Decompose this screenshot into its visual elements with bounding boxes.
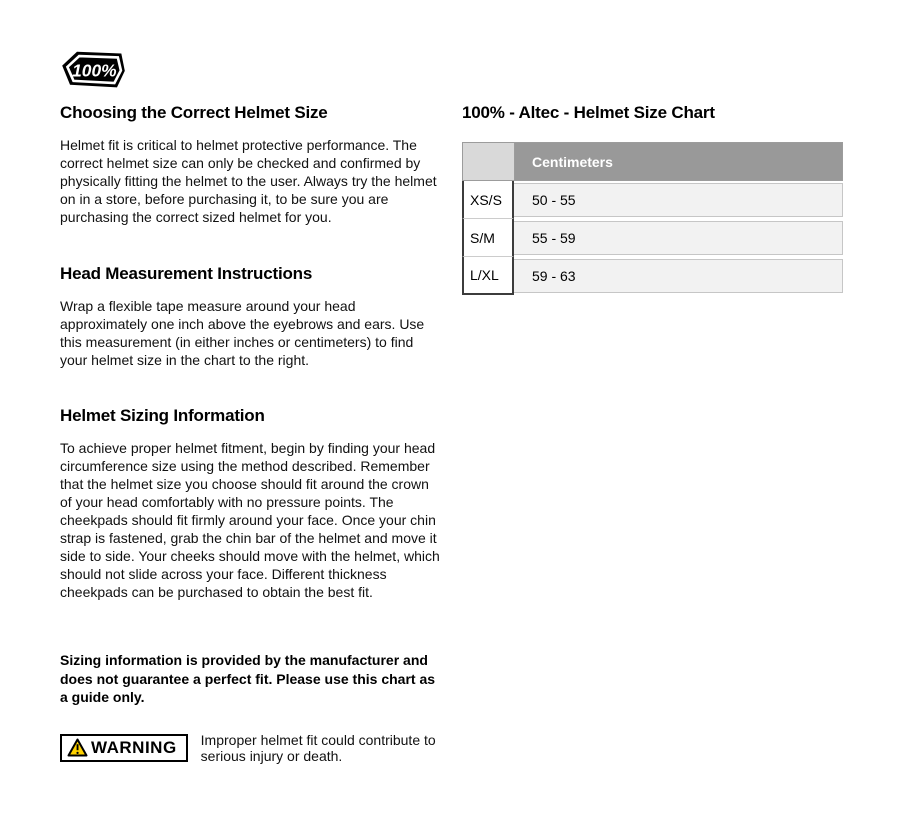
table-row-size-s-m: S/M [462, 219, 514, 257]
section-heading-choosing-size: Choosing the Correct Helmet Size [60, 103, 328, 122]
brand-logo-100percent [60, 50, 127, 95]
table-row-size-xs-s: XS/S [462, 181, 514, 219]
warning-triangle-icon [67, 738, 88, 757]
size-chart-table [462, 142, 843, 295]
table-header-centimeters: Centimeters [514, 142, 843, 181]
brand-logo-text: 100% [72, 60, 117, 81]
size-chart-column [462, 102, 843, 295]
size-chart-heading: 100% - Altec - Helmet Size Chart [462, 103, 715, 122]
section-heading-sizing-information: Helmet Sizing Information [60, 406, 265, 425]
brand-logo-badge-icon [60, 50, 127, 90]
warning-badge [60, 734, 188, 762]
table-row-cm-s-m: 55 - 59 [514, 221, 843, 255]
warning-message: Improper helmet fit could contribute to serious injury or death. [200, 731, 436, 764]
content-left-column [60, 102, 442, 764]
section-body-head-measurement: Wrap a flexible tape measure around your head approximately one inch above the eyebrows and ears. Use this measurement (in either inches or centimeters) to find your helmet size in the chart to the right. [60, 298, 425, 368]
table-row-cm-l-xl: 59 - 63 [514, 259, 843, 293]
warning-row [60, 732, 442, 764]
section-body-sizing-information: To achieve proper helmet fitment, begin by finding your head circumference size using the method described. Remember that the helmet size you choose should fit around the crown of your head comfortably with no pressure points. The cheekpads should fit firmly around your face. Once your chin strap is fastened, grab the chin bar of the helmet and move it side to side. Your cheeks should move with the helmet, which should not slide across your face. Different thickness cheekpads can be purchased to obtain the best fit. [60, 440, 440, 600]
table-header-corner-cell [462, 142, 514, 181]
table-row-size-l-xl: L/XL [462, 257, 514, 295]
manufacturer-disclaimer: Sizing information is provided by the manufacturer and does not guarantee a perfect fit. Please use this chart as a guide only. [60, 652, 436, 705]
table-row-cm-xs-s: 50 - 55 [514, 183, 843, 217]
section-body-choosing-size: Helmet fit is critical to helmet protective performance. The correct helmet size can only be checked and confirmed by physically fitting the helmet to the user. Always try the helmet on in a store, before purchasing it, to be sure you are purchasing the correct sized helmet for you. [60, 137, 437, 225]
warning-label: WARNING [91, 737, 177, 757]
section-heading-head-measurement: Head Measurement Instructions [60, 264, 313, 283]
